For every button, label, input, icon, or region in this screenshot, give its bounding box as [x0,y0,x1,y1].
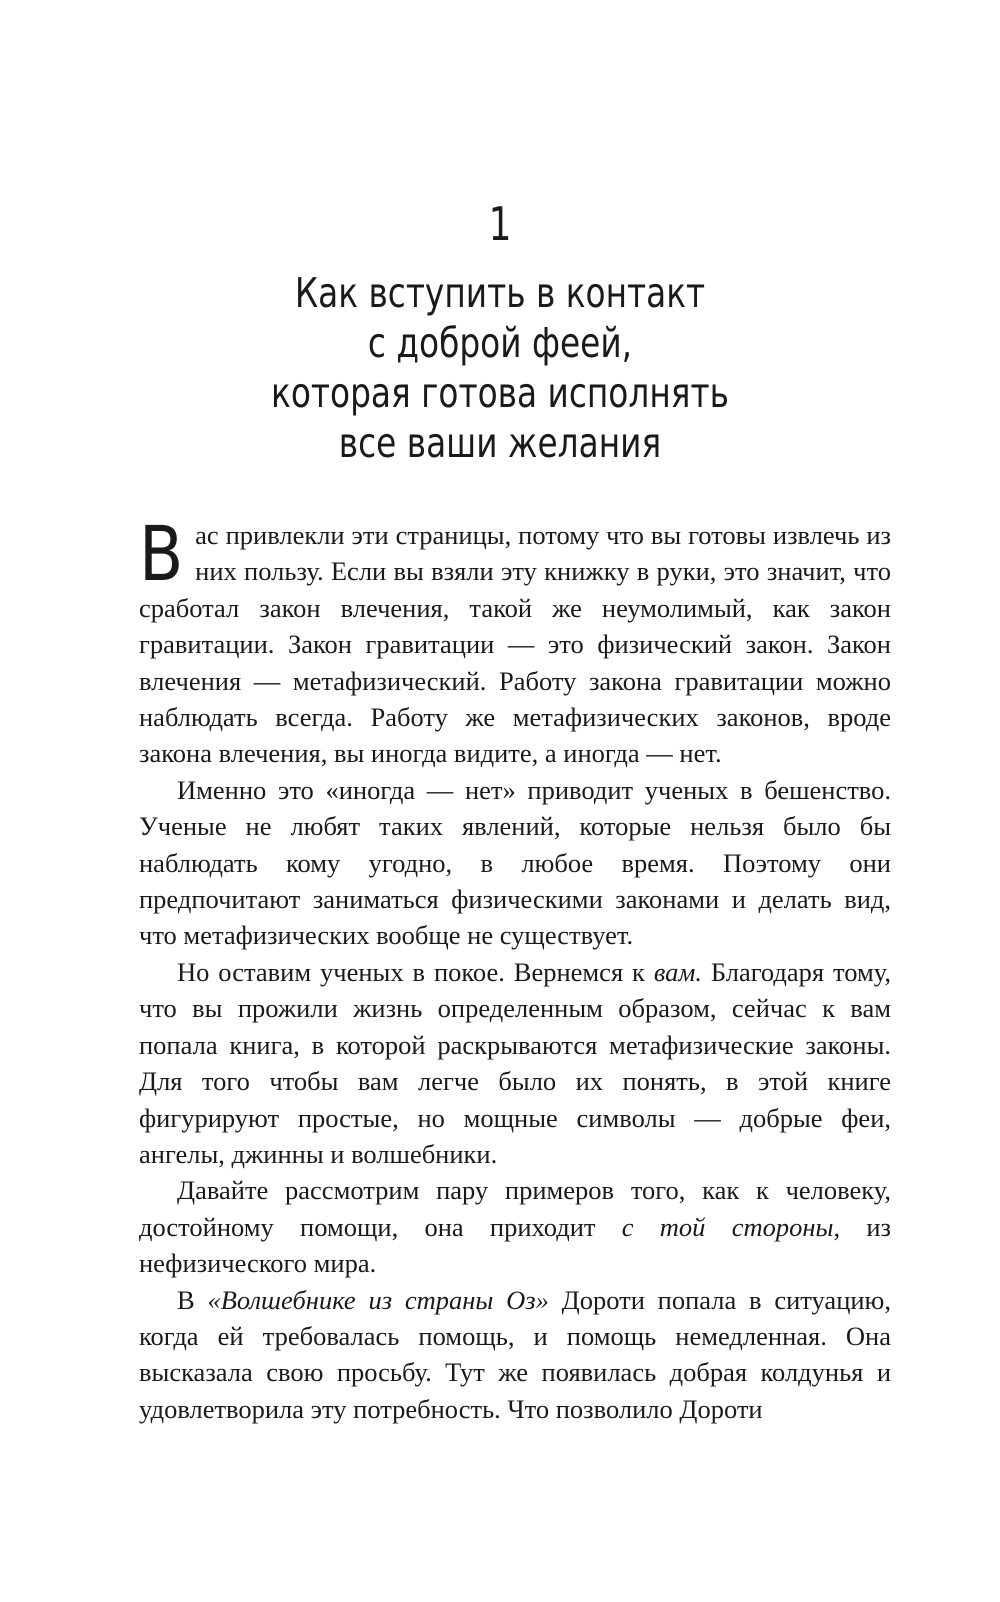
book-title-italic: «Волшебнике из страны Оз» [207,1284,549,1315]
italic-emphasis: вам. [653,956,702,987]
paragraph-text: Благодаря тому, что вы прожили жизнь определенным образом, сейчас к вам попала книга, в которой раскрываются метафизические законы. Для того чтобы вам легче было их понять, в этой книге фигурируют простые, но мощные символы — добрые феи, ангелы, джинны и волшебники. [139,956,891,1169]
paragraph-text: Но оставим ученых в покое. Вернемся к [177,956,654,987]
paragraph-text: Именно это «иногда — нет» приводит ученых в бешенство. Ученые не любят таких явлений, которые нельзя было бы наблюдать кому угодно, в любое время. Поэтому они предпочитают заниматься физическими законами и делать вид, что метафизических вообще не существует. [139,774,891,951]
paragraph [139,509,891,772]
paragraph [139,1282,891,1428]
paragraph [139,954,891,1172]
chapter-number: 1 [488,197,512,251]
italic-emphasis: с той стороны, [621,1211,841,1242]
chapter-title-line: Как вступить в контакт [294,269,706,317]
chapter-title [0,268,1000,468]
paragraph [139,1172,891,1281]
paragraph-text: Давайте рассмотрим пару примеров того, как к человеку, достойному помощи, она приходит [139,1175,891,1242]
body-text [139,509,891,1427]
drop-cap: В [139,509,184,598]
paragraph-text: В [177,1284,208,1315]
paragraph [139,772,891,954]
chapter-title-line: которая готова исполнять [271,369,729,417]
paragraph-text: из нефизического мира. [139,1211,891,1279]
paragraph-text: Дороти попала в ситуацию, когда ей требовалась помощь, и помощь немедленная. Она высказала свою просьбу. Тут же появилась добрая колдунья и удовлетворила эту потребность. Что позволило Дороти [139,1284,891,1424]
paragraph-text: ас привлекли эти страницы, потому что вы готовы извлечь из них пользу. Если вы взяли эту книжку в руки, это значит, что сработал закон влечения, такой же неумолимый, как закон гравитации. Закон гравитации — это физический закон. Закон влечения — метафизический. Работу закона гравитации можно наблюдать всегда. Работу же метафизических законов, вроде закона влечения, вы иногда видите, а иногда — нет. [139,520,891,769]
chapter-title-line: все ваши желания [338,419,662,467]
chapter-title-line: с доброй феей, [367,319,633,367]
